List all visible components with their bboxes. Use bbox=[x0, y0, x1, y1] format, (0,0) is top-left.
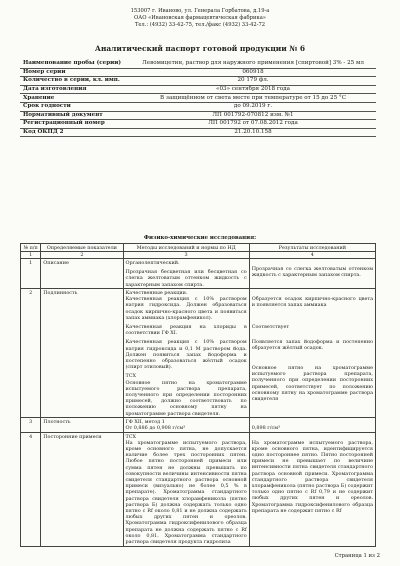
info-row bbox=[20, 128, 376, 137]
info-value: 20 179 фл. bbox=[130, 77, 376, 86]
info-value: 060918 bbox=[130, 68, 376, 77]
test-row-density bbox=[21, 418, 376, 433]
info-key: Срок годности bbox=[20, 102, 130, 111]
info-value: 21.20.10.158 bbox=[130, 128, 376, 137]
test-result bbox=[249, 433, 375, 547]
method-paragraph: От 0,886 до 0,908 г/см³ bbox=[125, 425, 186, 432]
method-paragraph: Качественные реакции. bbox=[125, 289, 188, 296]
method-paragraph: ГФ XII, метод 1 bbox=[125, 419, 165, 426]
page-number: Страница 1 из 2 bbox=[334, 553, 380, 559]
tests-table bbox=[20, 243, 376, 547]
info-row bbox=[20, 102, 376, 111]
company-name: ОАО «Ивановская фармацевтическая фабрика» bbox=[134, 15, 266, 21]
test-indicator: Посторонние примеси bbox=[41, 433, 123, 547]
company-phones: Тел.: (4932) 33-42-75, тел./факс (4932) 33-42-72 bbox=[134, 22, 266, 28]
tests-section-title: Физико-химические исследования: bbox=[143, 235, 257, 241]
test-row-identity bbox=[21, 289, 376, 418]
col-number: 4 bbox=[249, 252, 375, 259]
info-row bbox=[20, 68, 376, 77]
col-header-num: № п/п bbox=[21, 244, 41, 252]
test-number: 1 bbox=[21, 259, 41, 289]
info-row bbox=[20, 85, 376, 94]
info-value: ЛП 001792-070812 изм. №1 bbox=[130, 111, 376, 120]
info-row bbox=[20, 120, 376, 129]
col-header-indicator: Определяемые показатели bbox=[41, 244, 123, 252]
result-paragraph: Образуется осадок кирпично-красного цвета и появляется запах аммиака bbox=[251, 295, 373, 309]
info-value: ЛП 001792 от 07.08.2012 года bbox=[130, 120, 376, 129]
method-paragraph: Основное пятно на хроматограмме испытуемого раствора препарата, полученного при определении посторонних примесей, должно соответствовать по положению основному пятну на хроматограмме раствора свидетеля. bbox=[125, 379, 247, 417]
method-paragraph: Качественная реакция с 10% раствором натрия гидроксида. Должен образоваться осадок кирпично-красного цвета и появиться запах аммиака (хлорамфеникол). bbox=[125, 296, 247, 321]
test-indicator: Плотность bbox=[41, 418, 123, 433]
info-value: до 09.2019 г. bbox=[130, 102, 376, 111]
info-row bbox=[20, 111, 376, 120]
test-method bbox=[123, 289, 249, 418]
col-number: 3 bbox=[123, 252, 249, 259]
info-key: Дата изготовления bbox=[20, 85, 130, 94]
test-method bbox=[123, 259, 249, 289]
info-key: Нормативный документ bbox=[20, 111, 130, 120]
info-value: Левомицетин, раствор для наружного применения [спиртовой] 3% - 25 мл bbox=[130, 60, 376, 68]
result-paragraph: Появляется запах йодоформа и постепенно образуется жёлтый осадок. bbox=[251, 338, 373, 351]
method-paragraph: ТСХ bbox=[125, 433, 136, 440]
result-paragraph: Соответствует bbox=[251, 324, 290, 331]
info-key: Регистрационный номер bbox=[20, 120, 130, 129]
col-header-result: Результаты исследований bbox=[249, 244, 375, 252]
test-row-description bbox=[21, 259, 376, 289]
info-key: Код ОКПД 2 bbox=[20, 128, 130, 137]
result-paragraph: Прозрачная со слегка желтоватым оттенком жидкость с характерным запахом спирта. bbox=[251, 265, 373, 279]
info-key: Количество в серии, кл. имп. bbox=[20, 77, 130, 86]
method-paragraph: На хроматограмме испытуемого раствора, кроме основного пятна, не допускается наличие более трех посторонних пятен. Любое пятно посторонней примеси или сумма пятен не должны превышать по совокупности величины интенсивности пятна свидетеля стандартного раствора основной примеси (визуально) не более 0,5 % в препарате). Хроматограмма стандартного раствора свидетеля хлорамфеникола (пятно раствора Б) должна содержать только одно пятно с Rf около 0,81 и не должна содержать любых других пятен и ореолов. Хроматограмма гидроксифенилового образца препарата не должна содержать пятно с Rf около 0,81. Хроматограмма стандартного раствора свидетеля продукта гидролиза bbox=[125, 439, 247, 546]
info-row bbox=[20, 94, 376, 103]
info-key: Номер серии bbox=[20, 68, 130, 77]
info-key: Наименование пробы (серии) bbox=[20, 60, 130, 68]
test-indicator: Подлинность bbox=[41, 289, 123, 418]
info-value: В защищённом от света месте при температуре от 15 до 25 °С bbox=[130, 94, 376, 103]
document-title: Аналитический паспорт готовой продукции № 6 bbox=[94, 44, 306, 53]
tests-header-row bbox=[21, 244, 376, 252]
test-number: 4 bbox=[21, 433, 41, 547]
col-number: 2 bbox=[41, 252, 123, 259]
result-paragraph: На хроматограмме испытуемого раствора, кроме основного пятна, идентифицируется одно постороннее пятно. Пятно посторонней примеси не превышает по величине интенсивности пятна свидетеля стандартного раствора основной примеси. Хроматограмма стандартного раствора свидетеля хлорамфеникола (пятно раствора Б) содержит только одно пятно с Rf 0,79 и не содержит любых других пятен и ореолов. Хроматограмма гидроксифенилового образца препарата не содержит пятно с Rf bbox=[251, 439, 373, 514]
test-method bbox=[123, 433, 249, 547]
test-result bbox=[249, 418, 375, 433]
letterhead bbox=[0, 8, 400, 29]
test-row-impurities bbox=[21, 433, 376, 547]
test-method bbox=[123, 418, 249, 433]
company-address: 153007 г. Иваново, ул. Генерала Горбатова, д.19-а bbox=[130, 8, 270, 14]
test-result bbox=[249, 259, 375, 289]
info-row bbox=[20, 60, 376, 68]
method-paragraph: Качественная реакция с 10% раствором натрия гидроксида и 0,1 М раствором йода. Должен появиться запах йодоформа и постепенно образоваться жёлтый осадок (спирт этиловый). bbox=[125, 339, 247, 371]
test-number: 2 bbox=[21, 289, 41, 418]
result-paragraph: Основное пятно на хроматограмме испытуемого раствора препарата, полученного при определении посторонних примесей, соответствует по положению основному пятну на хроматограмме раствора свидетеля bbox=[251, 365, 373, 403]
col-header-method: Методы исследований и нормы по НД bbox=[123, 244, 249, 252]
col-number: 1 bbox=[21, 252, 41, 259]
method-paragraph: Качественная реакция на хлориды в соответствии ГФ XI. bbox=[125, 324, 247, 337]
info-row bbox=[20, 77, 376, 86]
test-number: 3 bbox=[21, 418, 41, 433]
test-indicator: Описание bbox=[41, 259, 123, 289]
method-paragraph: Органолептический. bbox=[125, 259, 180, 266]
column-number-row bbox=[21, 252, 376, 259]
method-paragraph: ТСХ bbox=[125, 373, 136, 380]
result-paragraph: 0,898 г/см³ bbox=[251, 425, 281, 432]
test-result bbox=[249, 289, 375, 418]
method-paragraph: Прозрачная бесцветная или бесцветная со слегка желтоватым оттенком жидкость с характерным запахом спирта. bbox=[125, 269, 247, 288]
info-key: Хранение bbox=[20, 94, 130, 103]
info-value: «03» сентября 2018 года bbox=[130, 85, 376, 94]
product-info-table bbox=[20, 60, 376, 137]
